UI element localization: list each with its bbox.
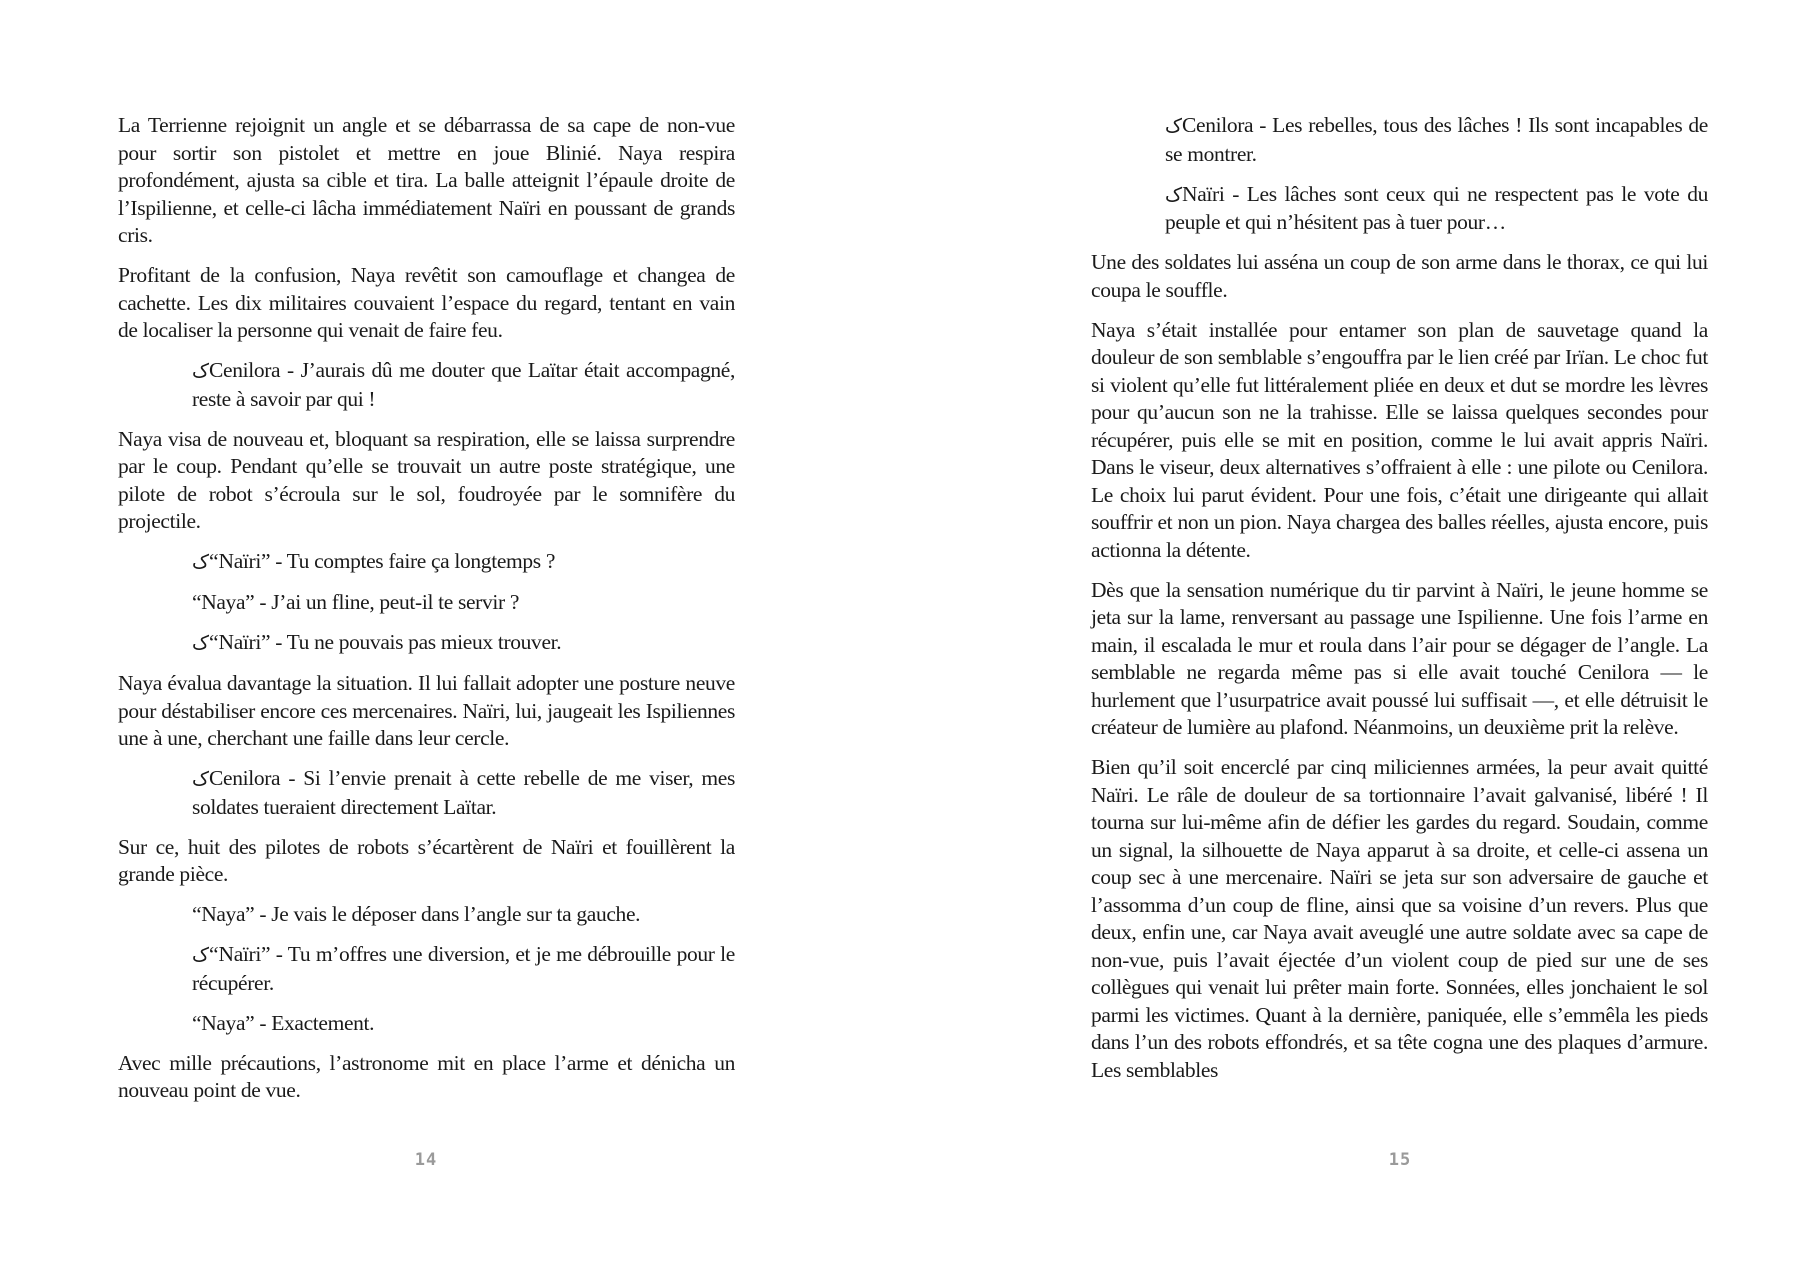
dialogue-mark: ک [192, 360, 210, 382]
paragraph-text: Cenilora - Les rebelles, tous des lâches ! Ils sont incapables de se montrer. [1165, 113, 1708, 166]
dialogue-mark: ک [1165, 183, 1183, 206]
paragraph-text: Naya visa de nouveau et, bloquant sa respiration, elle se laissa surprendre par le coup. Pendant qu’elle se trouvait un autre poste stratégique, une pilote de robot s’écroula sur le sol, foudroyée par le somnifère du projectile. [118, 426, 735, 533]
paragraph-text: Une des soldates lui asséna un coup de son arme dans le thorax, ce qui lui coupa le souffle. [1091, 250, 1708, 302]
dialogue-line [1091, 181, 1708, 237]
dialogue-mark: ک [192, 551, 210, 573]
page-number-left: 14 [414, 1150, 438, 1170]
paragraph-text: “Naïri” - Tu m’offres une diversion, et je me débrouille pour le récupérer. [192, 942, 735, 995]
paragraph-text: Cenilora - J’aurais dû me douter que Laïtar était accompagné, reste à savoir par qui ! [192, 358, 735, 411]
dialogue-mark: ک [192, 632, 210, 654]
paragraph-text: Avec mille précautions, l’astronome mit en place l’arme et dénicha un nouveau point de vue. [118, 1050, 735, 1102]
dialogue-line [118, 357, 735, 413]
dialogue-line [118, 941, 735, 997]
paragraph-text: “Naya” - Exactement. [192, 1010, 375, 1035]
paragraph [1091, 249, 1708, 304]
dialogue-line [118, 629, 735, 658]
paragraph-text: “Naïri” - Tu comptes faire ça longtemps ? [209, 549, 556, 573]
left-page [118, 112, 735, 1117]
right-page [1091, 112, 1708, 1097]
paragraph-text: “Naya” - J’ai un fline, peut-il te servir ? [192, 590, 520, 614]
dialogue-line [118, 589, 735, 617]
dialogue-line [118, 1010, 735, 1038]
paragraph-text: Naya évalua davantage la situation. Il lui fallait adopter une posture neuve pour déstabiliser encore ces mercenaires. Naïri, lui, jaugeait les Ispiliennes une à une, cherchant une faille dans leur cercle. [118, 671, 735, 750]
paragraph [1091, 577, 1708, 742]
dialogue-line [118, 548, 735, 577]
paragraph-text: Bien qu’il soit encerclé par cinq miliciennes armées, la peur avait quitté Naïri. Le râle de douleur de sa tortionnaire l’avait galvanisé, libéré ! Il tourna sur lui-même afin de défier les gardes du regard. Soudain, comme un signal, la silhouette de Naya apparut à sa droite, et celle-ci assena un coup sec à une mercenaire. Naïri se jeta sur son adversaire de gauche et l’assomma d’un coup de fline, ainsi que sa voisine d’un revers. Plus que deux, enfin une, car Naya avait aveuglé une autre soldate avec sa cape de non-vue, puis l’avait éjectée d’un violent coup de pied sur une de ses collègues qui venait lui prêter main forte. Sonnées, elles jonchaient le sol parmi les victimes. Quant à la dernière, paniquée, elle s’emmêla les pieds dans l’un des robots effondrés, et sa tête cogna une des plaques d’armure. Les semblables [1091, 755, 1708, 1082]
dialogue-mark: ک [192, 768, 210, 790]
page-number-right: 15 [1388, 1150, 1412, 1170]
dialogue-line [118, 901, 735, 929]
paragraph [118, 112, 735, 250]
paragraph [118, 1050, 735, 1105]
dialogue-line [118, 765, 735, 821]
paragraph [118, 834, 735, 889]
paragraph [118, 262, 735, 345]
paragraph-text: “Naïri” - Tu ne pouvais pas mieux trouver. [209, 630, 562, 654]
paragraph-text: “Naya” - Je vais le déposer dans l’angle sur ta gauche. [192, 902, 641, 926]
paragraph [118, 670, 735, 753]
paragraph-text: La Terrienne rejoignit un angle et se débarrassa de sa cape de non-vue pour sortir son pistolet et mettre en joue Blinié. Naya respira profondément, ajusta sa cible et tira. La balle atteignit l’épaule droite de l’Ispilienne, et celle-ci lâcha immédiatement Naïri en poussant de grands cris. [118, 113, 735, 247]
paragraph-text: Profitant de la confusion, Naya revêtit son camouflage et changea de cachette. Les dix militaires couvaient l’espace du regard, tentant en vain de localiser la personne qui venait de faire feu. [118, 263, 735, 342]
paragraph [118, 426, 735, 536]
paragraph-text: Dès que la sensation numérique du tir parvint à Naïri, le jeune homme se jeta sur la lame, renversant au passage une Ispilienne. Une fois l’arme en main, il escalada le mur et roula dans l’air pour se dégager de l’angle. La semblable ne regarda même pas si elle avait touché Cenilora — le hurlement que l’usurpatrice avait poussé lui suffisait —, et elle détruisit le créateur de lumière au plafond. Néanmoins, un deuxième prit la relève. [1091, 577, 1708, 739]
paragraph-text: Sur ce, huit des pilotes de robots s’écartèrent de Naïri et fouillèrent la grande pièce. [118, 834, 735, 886]
paragraph-text: Naya s’était installée pour entamer son plan de sauvetage quand la douleur de son semblable s’engouffra par le lien créé par Irïan. Le choc fut si violent qu’elle fut littéralement pliée en deux et dut se mordre les lèvres pour qu’aucun son ne la trahisse. Elle se laissa quelques secondes pour récupérer, puis elle se mit en position, comme le lui avait appris Naïri. Dans le viseur, deux alternatives s’offraient à elle : une pilote ou Cenilora. Le choix lui parut évident. Pour une fois, c’était une dirigeante qui allait souffrir et non un pion. Naya chargea des balles réelles, ajusta encore, puis actionna la détente. [1091, 317, 1708, 562]
paragraph-text: Cenilora - Si l’envie prenait à cette rebelle de me viser, mes soldates tueraient directement Laïtar. [192, 766, 735, 819]
paragraph [1091, 317, 1708, 565]
dialogue-mark: ک [1165, 115, 1183, 137]
paragraph [1091, 754, 1708, 1084]
paragraph-text: Naïri - Les lâches sont ceux qui ne respectent pas le vote du peuple et qui n’hésitent pas à tuer pour… [1165, 181, 1708, 234]
dialogue-line [1091, 112, 1708, 168]
dialogue-mark: ک [192, 944, 210, 966]
